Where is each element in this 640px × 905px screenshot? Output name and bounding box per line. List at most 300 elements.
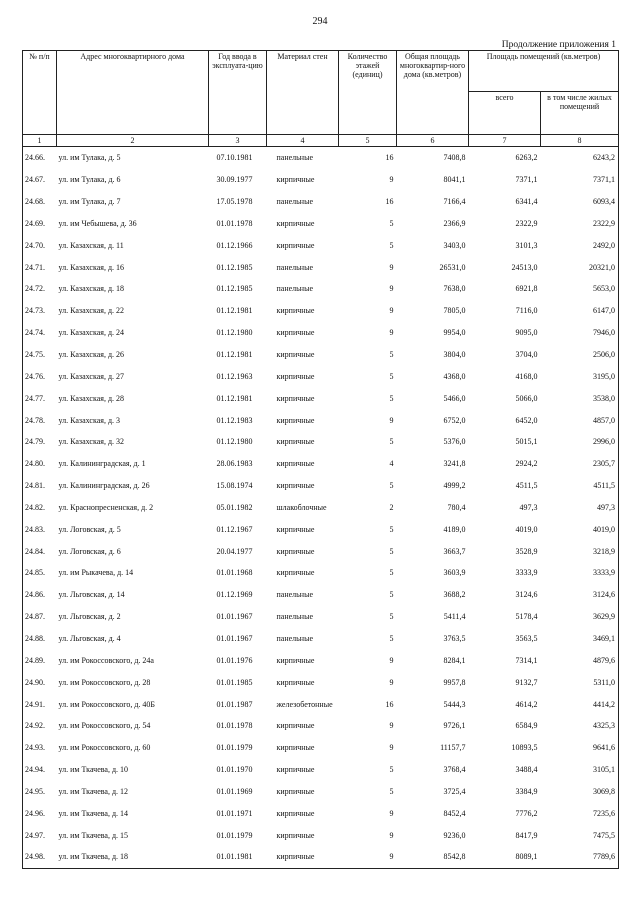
row-address: ул. Казахская, д. 27 — [58, 371, 125, 381]
row-year: 01.12.1981 — [216, 306, 253, 316]
row-year: 01.12.1980 — [216, 328, 253, 338]
header-premises-residential: в том числе жилых помещений — [541, 92, 619, 135]
row-residential-area: 3105,1 — [541, 759, 619, 781]
continuation-note: Продолжение приложения 1 — [501, 40, 616, 50]
table-row — [23, 344, 619, 366]
table-row — [23, 693, 619, 715]
row-residential-area: 4879,6 — [541, 649, 619, 671]
table-row — [23, 518, 619, 540]
row-premises-area: 5178,4 — [515, 612, 538, 622]
table-row — [23, 649, 619, 671]
row-residential-area: 9641,6 — [541, 737, 619, 759]
row-residential-area: 6243,2 — [541, 147, 619, 169]
row-premises-area: 7371,1 — [515, 175, 538, 185]
row-year: 01.12.1983 — [216, 415, 253, 425]
row-number: 24.93. — [23, 737, 57, 759]
row-address: ул. им Рокоссовского, д. 24а — [58, 655, 154, 665]
table-row — [23, 278, 619, 300]
row-material: кирпичные — [276, 481, 315, 491]
row-address: ул. им Рокоссовского, д. 54 — [58, 721, 151, 731]
row-premises-area: 2322,9 — [515, 218, 538, 228]
row-address: ул. Льговская, д. 14 — [58, 590, 125, 600]
row-total-area: 7166,4 — [443, 197, 466, 207]
row-year: 01.01.1967 — [216, 633, 253, 643]
row-premises-area: 6341,4 — [515, 197, 538, 207]
row-floors: 9 — [389, 262, 394, 272]
row-number: 24.68. — [23, 191, 57, 213]
row-total-area: 9726,1 — [443, 721, 466, 731]
row-total-area: 3725,4 — [443, 786, 466, 796]
row-premises-area: 3704,0 — [515, 350, 538, 360]
row-material: кирпичные — [276, 765, 315, 775]
row-premises-area: 7116,0 — [515, 306, 538, 316]
table-row — [23, 584, 619, 606]
table-row — [23, 300, 619, 322]
row-total-area: 3688,2 — [443, 590, 466, 600]
row-total-area: 3403,0 — [443, 240, 466, 250]
row-material: панельные — [276, 633, 314, 643]
row-premises-area: 3563,5 — [515, 633, 538, 643]
row-year: 01.01.1968 — [216, 568, 253, 578]
row-premises-area: 8417,9 — [515, 830, 538, 840]
row-residential-area: 3629,9 — [541, 606, 619, 628]
row-premises-area: 4019,0 — [515, 524, 538, 534]
row-year: 15.08.1974 — [216, 481, 253, 491]
row-year: 07.10.1981 — [216, 153, 253, 163]
row-floors: 9 — [389, 808, 394, 818]
row-premises-area: 3488,4 — [515, 765, 538, 775]
row-total-area: 8041,1 — [443, 175, 466, 185]
row-floors: 9 — [389, 306, 394, 316]
row-material: кирпичные — [276, 175, 315, 185]
row-number: 24.74. — [23, 322, 57, 344]
row-address: ул. Калининградская, д. 1 — [58, 459, 146, 469]
table-row — [23, 846, 619, 868]
row-total-area: 9236,0 — [443, 830, 466, 840]
header-total-area: Общая площадь многоквартир-ного дома (кв.метров) — [397, 51, 469, 135]
row-total-area: 6752,0 — [443, 415, 466, 425]
row-material: кирпичные — [276, 437, 315, 447]
table-row — [23, 715, 619, 737]
row-material: железобетонные — [276, 699, 333, 709]
row-floors: 5 — [389, 524, 394, 534]
column-number: 5 — [339, 135, 397, 147]
row-address: ул. им Рокоссовского, д. 28 — [58, 677, 151, 687]
row-year: 01.12.1969 — [216, 590, 253, 600]
row-material: кирпичные — [276, 721, 315, 731]
row-address: ул. им Ткачева, д. 18 — [57, 846, 209, 868]
row-premises-area: 24513,0 — [511, 262, 538, 272]
column-number: 1 — [23, 135, 57, 147]
row-floors: 5 — [389, 612, 394, 622]
table-row — [23, 824, 619, 846]
row-total-area: 5376,0 — [443, 437, 466, 447]
row-number: 24.86. — [23, 584, 57, 606]
row-year: 05.01.1982 — [216, 502, 253, 512]
row-premises-area: 5015,1 — [515, 437, 538, 447]
row-number: 24.81. — [23, 475, 57, 497]
row-residential-area: 2996,0 — [541, 431, 619, 453]
row-premises-area: 9132,7 — [515, 677, 538, 687]
row-floors: 4 — [389, 459, 394, 469]
table-row — [23, 322, 619, 344]
row-number: 24.78. — [23, 409, 57, 431]
row-address: ул. Казахская, д. 24 — [58, 328, 125, 338]
row-year: 01.01.1985 — [216, 677, 253, 687]
row-total-area: 4368,0 — [443, 371, 466, 381]
row-residential-area: 2506,0 — [541, 344, 619, 366]
row-number: 24.76. — [23, 365, 57, 387]
header-floors: Количество этажей (единиц) — [339, 51, 397, 135]
row-material: шлакоблочные — [276, 502, 327, 512]
row-material: кирпичные — [267, 846, 339, 868]
row-year: 01.01.1987 — [216, 699, 253, 709]
row-floors: 5 — [389, 546, 394, 556]
row-material: кирпичные — [276, 743, 315, 753]
row-number: 24.73. — [23, 300, 57, 322]
column-number: 2 — [57, 135, 209, 147]
row-address: ул. Казахская, д. 18 — [58, 284, 125, 294]
row-address: ул. Калининградская, д. 26 — [58, 481, 150, 491]
row-material: кирпичные — [276, 655, 315, 665]
table-row — [23, 431, 619, 453]
row-residential-area: 7235,6 — [541, 802, 619, 824]
row-number: 24.88. — [23, 628, 57, 650]
row-year: 01.01.1976 — [216, 655, 253, 665]
row-total-area: 5466,0 — [443, 393, 466, 403]
row-number: 24.77. — [23, 387, 57, 409]
row-total-area: 8452,4 — [443, 808, 466, 818]
table-row — [23, 234, 619, 256]
row-address: ул. им Ткачева, д. 14 — [58, 808, 129, 818]
header-material: Материал стен — [267, 51, 339, 135]
row-floors: 9 — [389, 721, 394, 731]
row-premises-area: 4614,2 — [515, 699, 538, 709]
row-address: ул. Казахская, д. 26 — [58, 350, 125, 360]
row-total-area: 9957,8 — [443, 677, 466, 687]
row-floors: 9 — [389, 328, 394, 338]
row-year: 01.01.1967 — [216, 612, 253, 622]
row-year: 01.12.1985 — [216, 262, 253, 272]
table-row — [23, 759, 619, 781]
row-total-area: 7805,0 — [443, 306, 466, 316]
row-material: кирпичные — [276, 415, 315, 425]
row-residential-area: 4857,0 — [541, 409, 619, 431]
row-premises-area: 7314,1 — [515, 655, 538, 665]
row-address: ул. Казахская, д. 32 — [58, 437, 125, 447]
row-address: ул. Казахская, д. 28 — [58, 393, 125, 403]
page-number: 294 — [312, 16, 328, 27]
row-residential-area: 4019,0 — [541, 518, 619, 540]
table-row — [23, 475, 619, 497]
header-address: Адрес многоквартирного дома — [57, 51, 209, 135]
row-floors: 5 — [389, 371, 394, 381]
row-material: кирпичные — [276, 786, 315, 796]
row-premises-area: 3528,9 — [515, 546, 538, 556]
table-row — [23, 213, 619, 235]
row-premises-area: 6452,0 — [515, 415, 538, 425]
row-total-area: 3768,4 — [443, 765, 466, 775]
row-total-area: 4189,0 — [443, 524, 466, 534]
row-premises-area: 6921,8 — [515, 284, 538, 294]
row-premises-area: 5066,0 — [515, 393, 538, 403]
row-number: 24.90. — [23, 671, 57, 693]
row-floors: 9 — [389, 655, 394, 665]
row-total-area: 3663,7 — [443, 546, 466, 556]
row-number: 24.97. — [23, 824, 57, 846]
row-premises-area: 3124,6 — [515, 590, 538, 600]
row-total-area: 9954,0 — [443, 328, 466, 338]
row-material: кирпичные — [276, 546, 315, 556]
table-row — [23, 453, 619, 475]
row-number: 24.96. — [23, 802, 57, 824]
row-year: 01.01.1978 — [216, 218, 253, 228]
row-number: 24.94. — [23, 759, 57, 781]
column-number: 4 — [267, 135, 339, 147]
row-material: кирпичные — [276, 808, 315, 818]
header-premises-total: всего — [469, 92, 541, 135]
row-material: кирпичные — [276, 524, 315, 534]
row-floors: 5 — [389, 481, 394, 491]
row-floors: 16 — [385, 153, 394, 163]
row-floors: 9 — [389, 175, 394, 185]
row-residential-area: 7789,6 — [541, 846, 619, 868]
row-premises-area: 6584,9 — [515, 721, 538, 731]
row-residential-area: 3218,9 — [541, 540, 619, 562]
row-total-area: 4999,2 — [443, 481, 466, 491]
row-year: 30.09.1977 — [216, 175, 253, 185]
row-floors: 5 — [389, 633, 394, 643]
table-row — [23, 628, 619, 650]
row-number: 24.71. — [23, 256, 57, 278]
housing-table — [22, 50, 619, 869]
row-address: ул. Краснопресненская, д. 2 — [58, 502, 154, 512]
row-material: панельные — [276, 153, 314, 163]
row-premises-area: 3384,9 — [515, 786, 538, 796]
row-material: кирпичные — [276, 677, 315, 687]
row-total-area: 3804,0 — [443, 350, 466, 360]
row-total-area: 2366,9 — [443, 218, 466, 228]
row-premises-area: 4511,5 — [515, 481, 538, 491]
row-material: панельные — [276, 612, 314, 622]
row-total-area: 780,4 — [447, 502, 466, 512]
row-number: 24.84. — [23, 540, 57, 562]
table-row — [23, 191, 619, 213]
row-material: панельные — [276, 197, 314, 207]
row-residential-area: 4511,5 — [541, 475, 619, 497]
row-number: 24.85. — [23, 562, 57, 584]
row-number: 24.67. — [23, 169, 57, 191]
row-year: 01.01.1981 — [209, 846, 267, 868]
table-row — [23, 802, 619, 824]
row-material: кирпичные — [276, 350, 315, 360]
table-row — [23, 169, 619, 191]
header-num: № п/п — [23, 51, 57, 135]
row-premises-area: 10893,5 — [511, 743, 538, 753]
table-row — [23, 387, 619, 409]
row-material: кирпичные — [276, 328, 315, 338]
row-floors: 5 — [389, 218, 394, 228]
row-residential-area: 6147,0 — [541, 300, 619, 322]
row-residential-area: 3069,8 — [541, 780, 619, 802]
row-residential-area: 3195,0 — [541, 365, 619, 387]
table-row — [23, 562, 619, 584]
row-premises-area: 3101,3 — [515, 240, 538, 250]
row-year: 01.12.1985 — [216, 284, 253, 294]
row-number: 24.72. — [23, 278, 57, 300]
row-residential-area: 7946,0 — [541, 322, 619, 344]
table-row — [23, 497, 619, 519]
row-floors: 5 — [389, 240, 394, 250]
row-year: 01.01.1971 — [216, 808, 253, 818]
row-material: кирпичные — [276, 371, 315, 381]
row-year: 01.01.1979 — [216, 743, 253, 753]
column-number: 8 — [541, 135, 619, 147]
row-address: ул. Казахская, д. 16 — [58, 262, 125, 272]
row-year: 01.01.1969 — [216, 786, 253, 796]
row-material: кирпичные — [276, 218, 315, 228]
row-year: 01.01.1978 — [216, 721, 253, 731]
row-floors: 16 — [385, 699, 394, 709]
row-number: 24.89. — [23, 649, 57, 671]
row-residential-area: 4325,3 — [541, 715, 619, 737]
row-number: 24.70. — [23, 234, 57, 256]
row-number: 24.98. — [23, 846, 57, 868]
row-address: ул. им Рокоссовского, д. 40Б — [58, 699, 156, 709]
row-address: ул. им Рыкачева, д. 14 — [58, 568, 134, 578]
row-address: ул. им Чебышева, д. 36 — [58, 218, 137, 228]
row-premises-area: 2924,2 — [515, 459, 538, 469]
row-residential-area: 2492,0 — [541, 234, 619, 256]
row-residential-area: 3538,0 — [541, 387, 619, 409]
row-total-area: 11157,7 — [440, 743, 466, 753]
row-residential-area: 6093,4 — [541, 191, 619, 213]
row-residential-area: 7475,5 — [541, 824, 619, 846]
row-premises-area: 6263,2 — [515, 153, 538, 163]
header-premises-area: Площадь помещений (кв.метров) — [469, 51, 619, 92]
row-premises-area: 497,3 — [519, 502, 538, 512]
row-address: ул. Логовская, д. 6 — [58, 546, 121, 556]
row-material: панельные — [276, 590, 314, 600]
row-number: 24.80. — [23, 453, 57, 475]
row-number: 24.82. — [23, 497, 57, 519]
row-address: ул. Логовская, д. 5 — [58, 524, 121, 534]
row-number: 24.92. — [23, 715, 57, 737]
row-address: ул. Льговская, д. 4 — [58, 633, 121, 643]
row-material: кирпичные — [276, 568, 315, 578]
row-address: ул. им Ткачева, д. 10 — [58, 765, 129, 775]
row-material: кирпичные — [276, 306, 315, 316]
row-address: ул. Казахская, д. 22 — [58, 306, 125, 316]
row-floors: 5 — [389, 393, 394, 403]
row-premises-area: 4168,0 — [515, 371, 538, 381]
row-total-area: 7408,8 — [443, 153, 466, 163]
row-floors: 9 — [389, 415, 394, 425]
row-premises-area: 7776,2 — [515, 808, 538, 818]
table-row — [23, 606, 619, 628]
row-floors: 9 — [389, 830, 394, 840]
row-material: кирпичные — [276, 459, 315, 469]
row-floors: 5 — [389, 786, 394, 796]
row-premises-area: 9095,0 — [515, 328, 538, 338]
row-total-area: 3763,5 — [443, 633, 466, 643]
column-number: 7 — [469, 135, 541, 147]
row-year: 01.12.1963 — [216, 371, 253, 381]
row-number: 24.69. — [23, 213, 57, 235]
row-floors: 16 — [385, 197, 394, 207]
row-total-area: 5444,3 — [443, 699, 466, 709]
row-total-area: 3241,8 — [443, 459, 466, 469]
row-number: 24.87. — [23, 606, 57, 628]
row-floors: 9 — [389, 677, 394, 687]
row-residential-area: 3333,9 — [541, 562, 619, 584]
column-number: 3 — [209, 135, 267, 147]
row-material: панельные — [276, 262, 314, 272]
row-residential-area: 3469,1 — [541, 628, 619, 650]
row-residential-area: 3124,6 — [541, 584, 619, 606]
table-row — [23, 737, 619, 759]
row-material: кирпичные — [276, 830, 315, 840]
row-number: 24.91. — [23, 693, 57, 715]
row-number: 24.79. — [23, 431, 57, 453]
row-year: 01.12.1981 — [216, 350, 253, 360]
table-row — [23, 409, 619, 431]
row-floors: 9 — [389, 743, 394, 753]
row-year: 17.05.1978 — [216, 197, 253, 207]
row-residential-area: 5311,0 — [541, 671, 619, 693]
row-year: 01.12.1966 — [216, 240, 253, 250]
row-residential-area: 497,3 — [541, 497, 619, 519]
row-residential-area: 20321,0 — [541, 256, 619, 278]
row-address: ул. Льговская, д. 2 — [58, 612, 121, 622]
row-total-area: 8284,1 — [443, 655, 466, 665]
table-row — [23, 540, 619, 562]
row-year: 01.12.1981 — [216, 393, 253, 403]
row-floors: 5 — [389, 350, 394, 360]
table-row — [23, 780, 619, 802]
row-address: ул. им Тулака, д. 5 — [58, 153, 121, 163]
row-number: 24.75. — [23, 344, 57, 366]
table-row — [23, 671, 619, 693]
row-number: 24.66. — [23, 147, 57, 169]
table-row — [23, 256, 619, 278]
row-year: 01.12.1980 — [216, 437, 253, 447]
row-number: 24.95. — [23, 780, 57, 802]
row-year: 20.04.1977 — [216, 546, 253, 556]
row-residential-area: 2322,9 — [541, 213, 619, 235]
row-floors: 5 — [389, 437, 394, 447]
row-address: ул. им Ткачева, д. 15 — [58, 830, 129, 840]
row-premises-area: 8089,1 — [469, 846, 541, 868]
row-total-area: 26531,0 — [439, 262, 466, 272]
row-floors: 5 — [389, 568, 394, 578]
row-year: 01.01.1970 — [216, 765, 253, 775]
row-address: ул. им Тулака, д. 7 — [58, 197, 121, 207]
row-year: 28.06.1983 — [216, 459, 253, 469]
row-floors: 5 — [389, 765, 394, 775]
row-total-area: 5411,4 — [443, 612, 466, 622]
row-residential-area: 4414,2 — [541, 693, 619, 715]
row-year: 01.01.1979 — [216, 830, 253, 840]
row-total-area: 7638,0 — [443, 284, 466, 294]
row-floors: 5 — [389, 590, 394, 600]
row-address: ул. им Ткачева, д. 12 — [58, 786, 129, 796]
row-premises-area: 3333,9 — [515, 568, 538, 578]
row-residential-area: 7371,1 — [541, 169, 619, 191]
row-address: ул. Казахская, д. 11 — [58, 240, 124, 250]
row-residential-area: 5653,0 — [541, 278, 619, 300]
row-address: ул. им Рокоссовского, д. 60 — [58, 743, 151, 753]
